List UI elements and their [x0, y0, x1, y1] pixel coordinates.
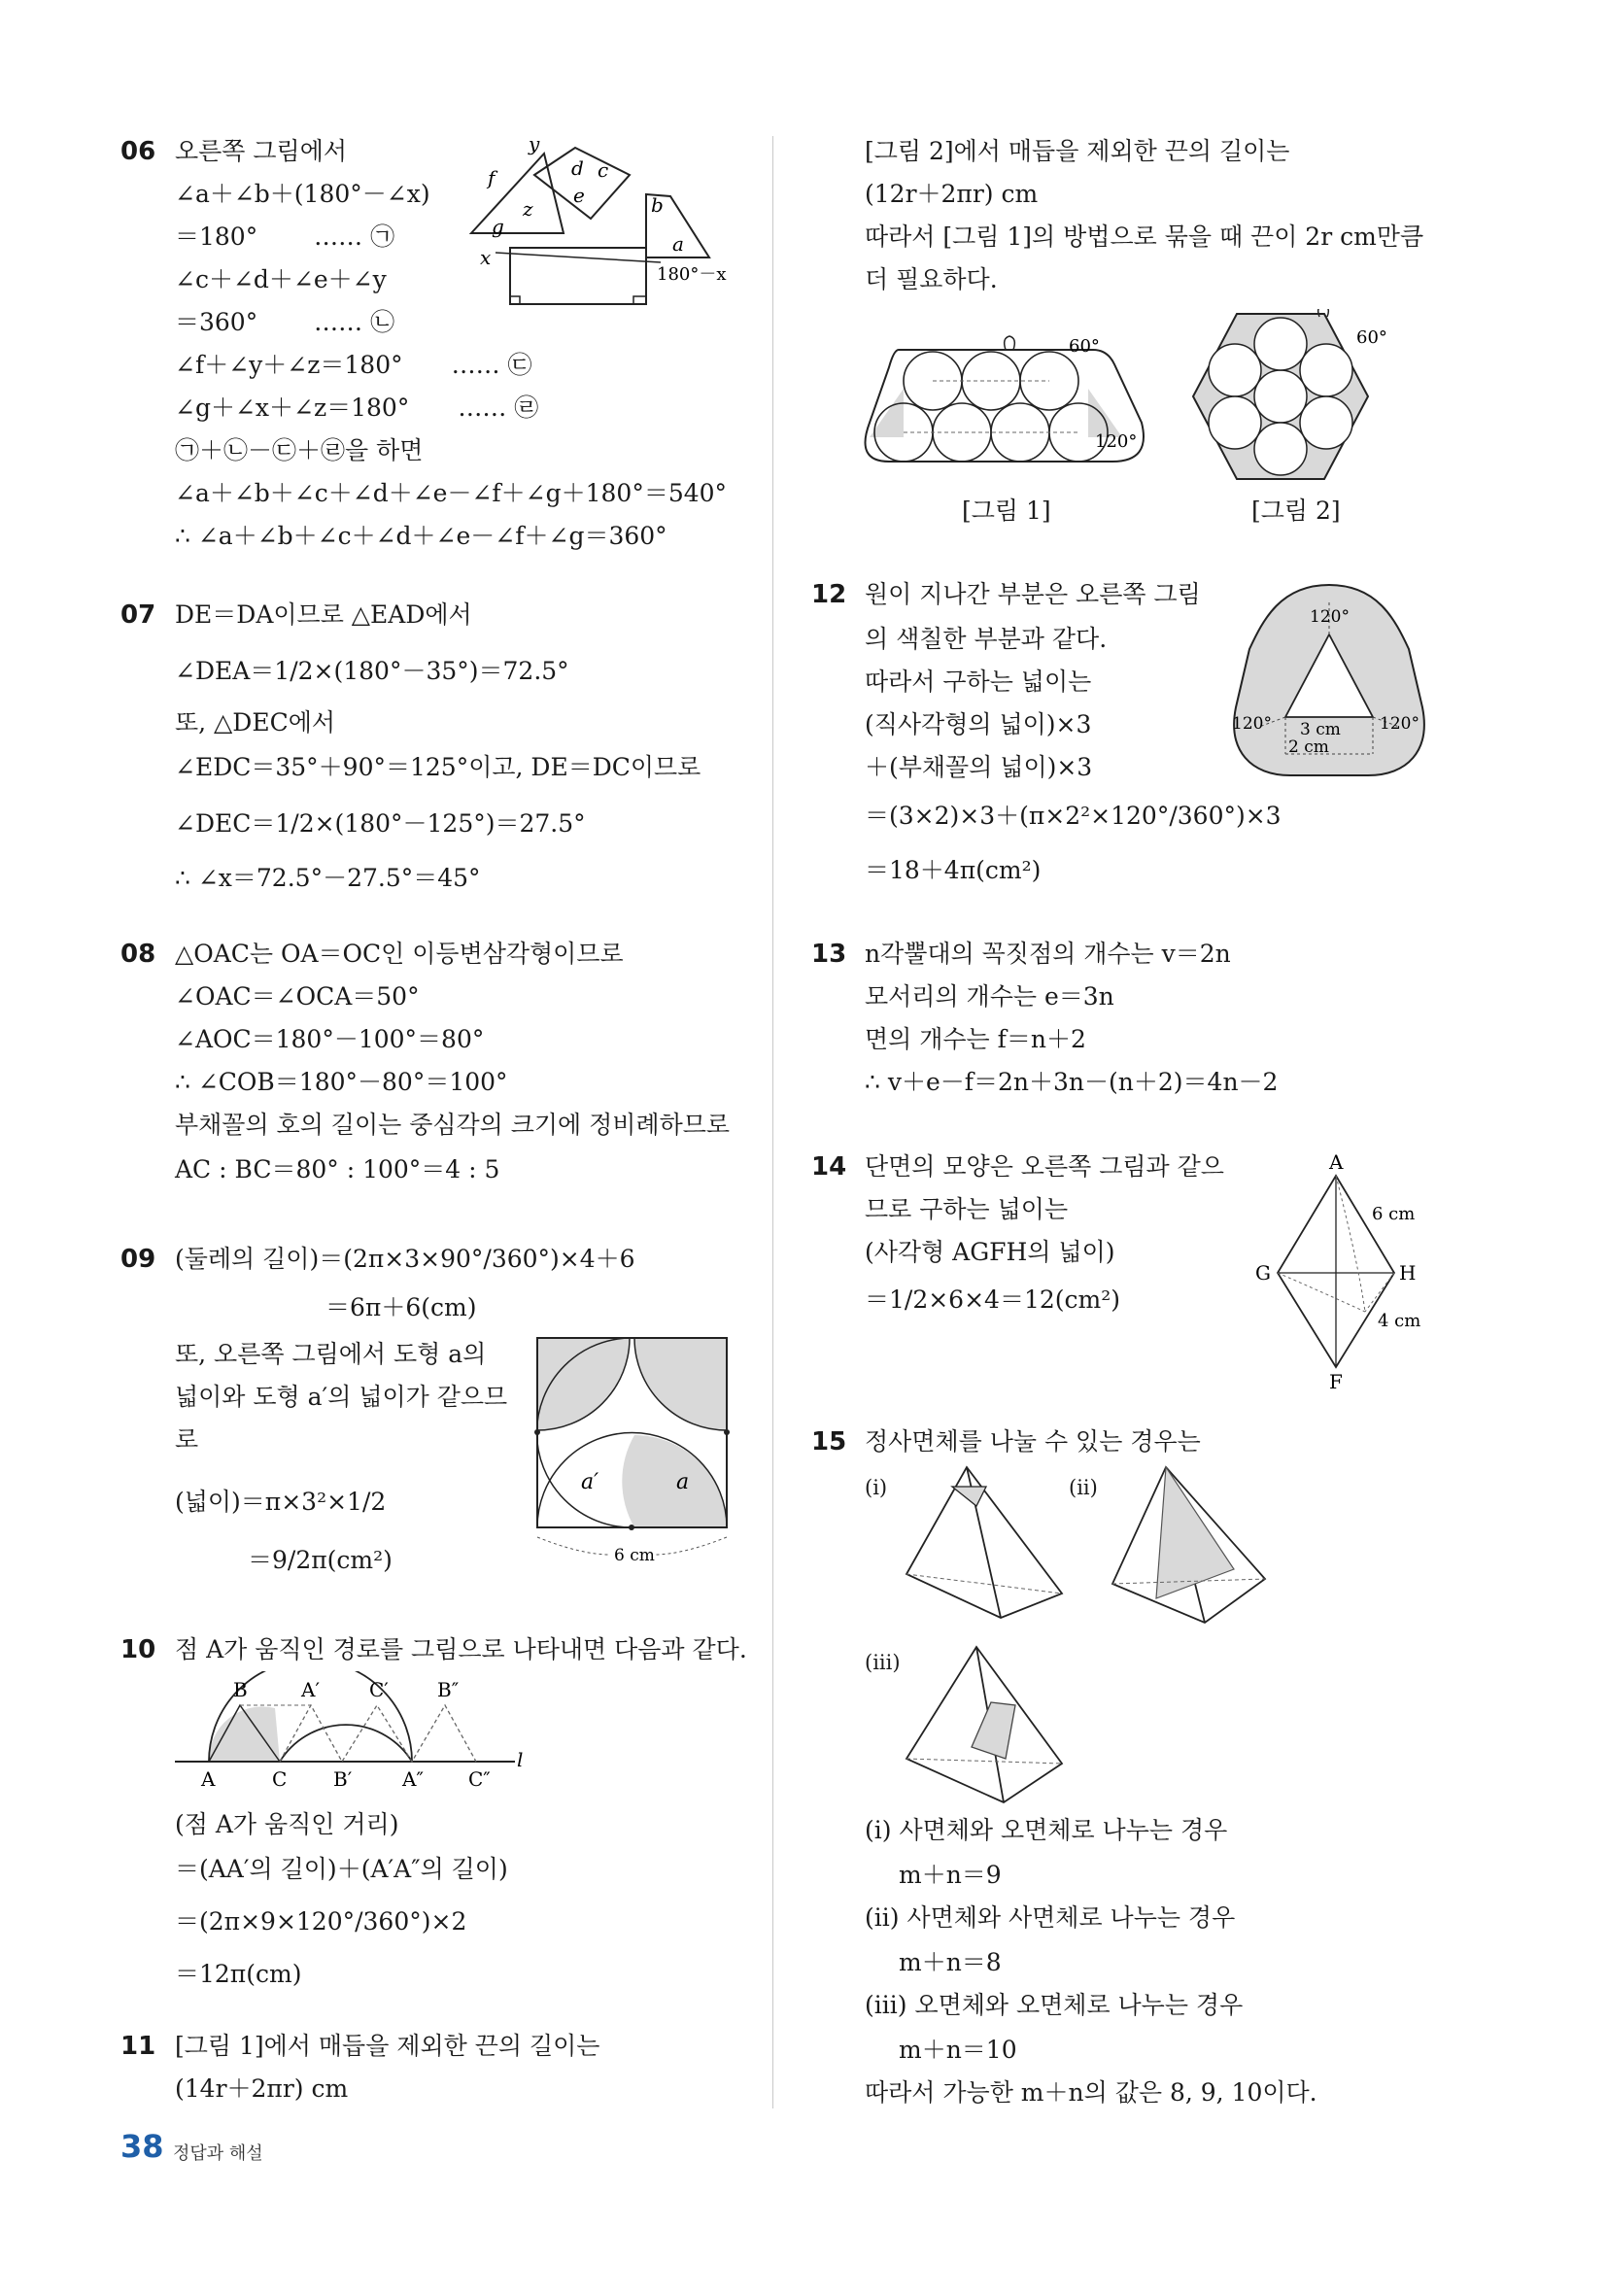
figure-label: B — [233, 1678, 248, 1701]
text-line: (i) 사면체와 오면체로 나누는 경우 — [865, 1816, 1228, 1844]
text-line: ∠c＋∠d＋∠e＋∠y — [175, 265, 387, 293]
case-label: (iii) — [865, 1651, 901, 1674]
problem-number: 13 — [811, 940, 847, 969]
figure-label: 4 cm — [1378, 1311, 1421, 1331]
figure-label: 60° — [1356, 327, 1387, 348]
figure-label: C″ — [468, 1767, 491, 1788]
text-line: ∠DEA＝1/2×(180°－35°)＝72.5° — [175, 657, 569, 685]
angle-figure — [466, 136, 748, 306]
figure-label: c — [598, 158, 609, 182]
figure-label: l — [517, 1748, 524, 1771]
case-label: (ii) — [1069, 1476, 1098, 1499]
figure-caption: [그림 2] — [1251, 497, 1341, 525]
text-line: 므로 구하는 넓이는 — [865, 1195, 1069, 1223]
text-line: ∠AOC＝180°－100°＝80° — [175, 1025, 485, 1053]
text-line: 또, △DEC에서 — [175, 708, 335, 737]
problem-number: 14 — [811, 1152, 847, 1182]
problem-number: 12 — [811, 580, 847, 609]
text-line: 점 A가 움직인 경로를 그림으로 나타내면 다음과 같다. — [175, 1635, 747, 1663]
figure-label: a — [676, 1470, 690, 1494]
figure-label: d — [571, 156, 584, 180]
figure-label: 6 cm — [614, 1546, 655, 1565]
text-line: 오른쪽 그림에서 — [175, 137, 347, 165]
text-line: ＋(부채꼴의 넓이)×3 — [865, 753, 1093, 781]
text-line: m＋n＝8 — [899, 1948, 1002, 1976]
text-line: 면의 개수는 f＝n＋2 — [865, 1025, 1086, 1053]
figure-label: A — [1329, 1151, 1344, 1174]
text-line: (ii) 사면체와 사면체로 나누는 경우 — [865, 1903, 1236, 1932]
problem-number: 10 — [120, 1635, 156, 1664]
figure-caption: [그림 1] — [962, 497, 1051, 525]
text-line: 단면의 모양은 오른쪽 그림과 같으 — [865, 1152, 1224, 1181]
figure-label: a′ — [581, 1470, 599, 1494]
text-line: ㉠＋㉡－㉢＋㉣을 하면 — [175, 436, 424, 464]
case-label: (i) — [865, 1476, 888, 1499]
text-line: 따라서 구하는 넓이는 — [865, 668, 1092, 696]
tetrahedron-case-i — [899, 1462, 1074, 1623]
figure-label: 3 cm — [1300, 720, 1341, 739]
figure-label: 120° — [1232, 714, 1272, 734]
figure-label: 2 cm — [1288, 737, 1329, 757]
text-line: 부채꼴의 호의 길이는 중심각의 크기에 정비례하므로 — [175, 1111, 731, 1139]
text-line: ∠a＋∠b＋∠c＋∠d＋∠e－∠f＋∠g＋180°＝540° — [175, 479, 728, 507]
text-line: 따라서 가능한 m＋n의 값은 8, 9, 10이다. — [865, 2078, 1317, 2107]
figure-label: F — [1329, 1370, 1343, 1393]
figure-label: 120° — [1095, 431, 1138, 452]
column-divider — [772, 136, 773, 2108]
text-line: 더 필요하다. — [865, 265, 998, 293]
figure-label: 180°－x — [657, 264, 727, 285]
text-line: n각뿔대의 꼭짓점의 개수는 v＝2n — [865, 940, 1231, 968]
figure-label: a — [672, 232, 684, 256]
text-line: ∠g＋∠x＋∠z＝180° …… ㉣ — [175, 394, 539, 422]
text-line: ∴ ∠COB＝180°－80°＝100° — [175, 1068, 508, 1096]
text-line: ＝9/2π(cm²) — [248, 1546, 393, 1574]
text-line: ＝18＋4π(cm²) — [865, 856, 1042, 884]
text-line: (넓이)＝π×3²×1/2 — [175, 1488, 387, 1516]
figure-label: e — [573, 184, 585, 207]
figure-label: 60° — [1069, 336, 1100, 357]
problem-number: 07 — [120, 600, 156, 630]
text-line: DE＝DA이므로 △EAD에서 — [175, 600, 472, 629]
text-line: (직사각형의 넓이)×3 — [865, 710, 1092, 738]
square-petal-figure — [532, 1333, 741, 1566]
text-line: ∠f＋∠y＋∠z＝180° …… ㉢ — [175, 351, 532, 379]
text-line: ＝360° …… ㉡ — [175, 308, 395, 336]
text-line: ∠OAC＝∠OCA＝50° — [175, 982, 420, 1011]
text-line: (사각형 AGFH의 넓이) — [865, 1238, 1115, 1266]
text-line: △OAC는 OA＝OC인 이등변삼각형이므로 — [175, 940, 624, 968]
text-line: ＝6π＋6(cm) — [325, 1293, 477, 1321]
text-line: 넓이와 도형 a′의 넓이가 같으므 — [175, 1383, 508, 1411]
section-title: 정답과 해설 — [173, 2143, 263, 2164]
text-line: 정사면체를 나눌 수 있는 경우는 — [865, 1427, 1201, 1456]
page-number: 38 — [120, 2128, 164, 2165]
text-line: [그림 1]에서 매듭을 제외한 끈의 길이는 — [175, 2032, 600, 2060]
text-line: AC : BC＝80° : 100°＝4 : 5 — [175, 1155, 500, 1183]
rope-figure-2 — [1183, 309, 1397, 498]
figure-label: 120° — [1380, 714, 1419, 734]
text-line: ＝180° …… ㉠ — [175, 223, 395, 251]
text-line: 또, 오른쪽 그림에서 도형 a의 — [175, 1340, 487, 1368]
text-line: 원이 지나간 부분은 오른쪽 그림 — [865, 580, 1201, 608]
text-line: ＝(2π×9×120°/360°)×2 — [175, 1907, 467, 1936]
text-line: [그림 2]에서 매듭을 제외한 끈의 길이는 — [865, 137, 1290, 165]
figure-label: x — [480, 246, 492, 269]
figure-label: A″ — [402, 1767, 424, 1788]
problem-number: 06 — [120, 137, 156, 166]
figure-label: A — [201, 1767, 216, 1788]
figure-label: B′ — [333, 1767, 353, 1788]
figure-label: y — [529, 136, 540, 155]
text-line: 따라서 [그림 1]의 방법으로 묶을 때 끈이 2r cm만큼 — [865, 223, 1424, 251]
figure-label: f — [488, 166, 496, 189]
text-line: (iii) 오면체와 오면체로 나누는 경우 — [865, 1991, 1244, 2019]
text-line: ＝1/2×6×4＝12(cm²) — [865, 1285, 1120, 1314]
figure-label: z — [523, 197, 533, 221]
text-line: m＋n＝9 — [899, 1861, 1002, 1889]
figure-label: A′ — [301, 1678, 320, 1701]
text-line: (둘레의 길이)＝(2π×3×90°/360°)×4＋6 — [175, 1245, 635, 1273]
figure-label: 6 cm — [1372, 1204, 1416, 1224]
text-line: (14r＋2πr) cm — [175, 2074, 349, 2103]
text-line: m＋n＝10 — [899, 2036, 1017, 2064]
text-line: ＝(AA′의 길이)＋(A′A″의 길이) — [175, 1855, 508, 1883]
text-line: ＝(3×2)×3＋(π×2²×120°/360°)×3 — [865, 802, 1282, 830]
section-diamond-figure — [1253, 1151, 1428, 1394]
circle-path-figure — [1232, 581, 1426, 780]
tetrahedron-case-iii — [899, 1642, 1074, 1807]
text-line: ∴ ∠x＝72.5°－27.5°＝45° — [175, 864, 481, 892]
problem-number: 08 — [120, 940, 156, 969]
text-line: ∴ ∠a＋∠b＋∠c＋∠d＋∠e－∠f＋∠g＝360° — [175, 522, 667, 550]
text-line: 의 색칠한 부분과 같다. — [865, 625, 1108, 653]
text-line: (12r＋2πr) cm — [865, 180, 1039, 208]
figure-label: g — [492, 215, 504, 238]
figure-label: B″ — [437, 1678, 460, 1701]
figure-label: C — [272, 1767, 288, 1788]
rolling-triangle-figure — [175, 1671, 534, 1788]
figure-label: C′ — [369, 1678, 389, 1701]
text-line: 모서리의 개수는 e＝3n — [865, 982, 1114, 1011]
problem-number: 15 — [811, 1427, 847, 1456]
figure-label: b — [651, 193, 664, 217]
figure-label: G — [1255, 1261, 1271, 1285]
problem-number: 09 — [120, 1245, 156, 1274]
figure-label: 120° — [1310, 607, 1350, 627]
text-line: ∴ v＋e－f＝2n＋3n－(n＋2)＝4n－2 — [865, 1068, 1279, 1096]
text-line: ∠a＋∠b＋(180°－∠x) — [175, 180, 430, 208]
rope-figure-1 — [860, 330, 1161, 476]
figure-label: H — [1399, 1261, 1417, 1285]
tetrahedron-case-ii — [1108, 1462, 1273, 1628]
text-line: ∠EDC＝35°＋90°＝125°이고, DE＝DC이므로 — [175, 753, 701, 781]
text-line: ∠DEC＝1/2×(180°－125°)＝27.5° — [175, 809, 586, 838]
text-line: (점 A가 움직인 거리) — [175, 1810, 399, 1838]
text-line: ＝12π(cm) — [175, 1960, 302, 1988]
text-line: 로 — [175, 1425, 199, 1454]
problem-number: 11 — [120, 2032, 156, 2061]
